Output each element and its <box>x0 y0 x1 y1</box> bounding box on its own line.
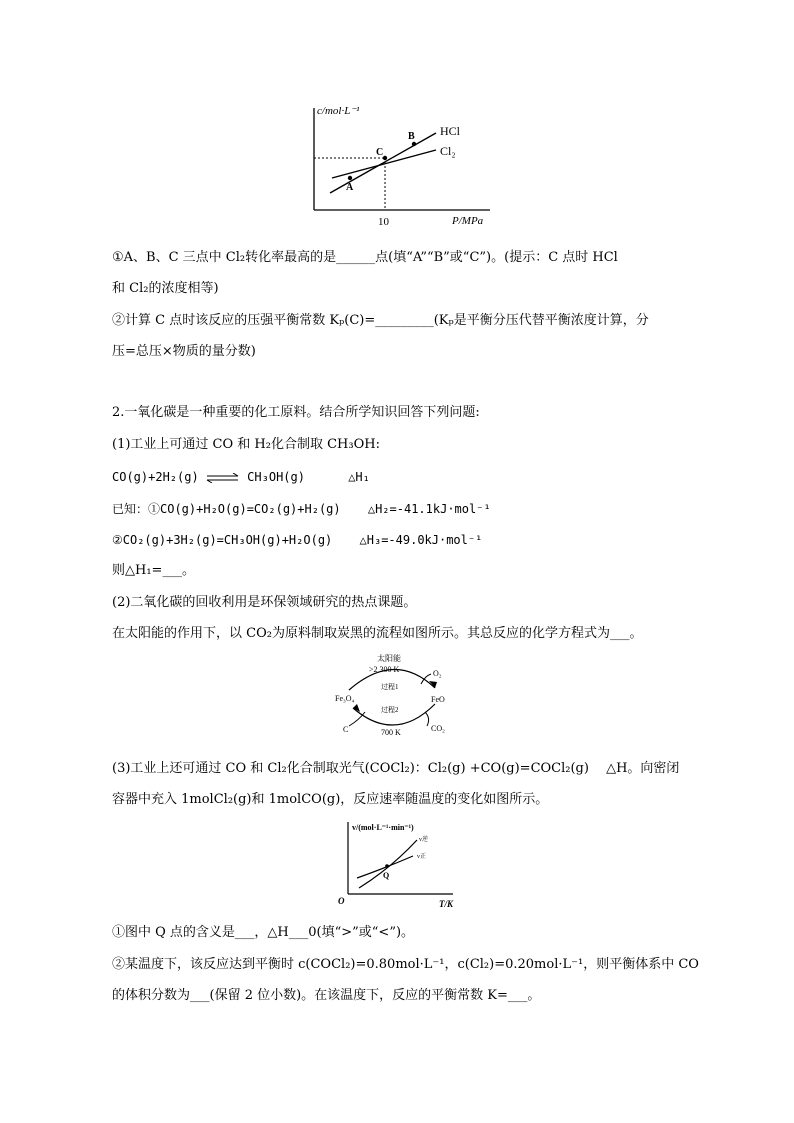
origin-label: O <box>338 896 345 906</box>
q2-part1: (1)工业上可通过 CO 和 H₂化合制取 CH₃OH: <box>112 437 380 452</box>
q1-line2: 和 Cl₂的浓度相等) <box>112 281 219 296</box>
rate-temperature-chart <box>335 818 460 913</box>
y-axis-label: v/(mol·L⁻¹·min⁻¹) <box>352 823 414 832</box>
ask-volume-fraction-a: ②某温度下，该反应达到平衡时 c(COCl₂)=0.80mol·L⁻¹，c(Cl₂)=0.20mol·L⁻¹，则平衡体系中 CO <box>112 957 699 972</box>
known-line1 <box>112 500 491 518</box>
label-sun: 太阳能 <box>377 654 401 663</box>
label-q: Q <box>383 871 390 880</box>
label-b: B <box>408 131 415 142</box>
label-process2: 过程2 <box>381 706 399 714</box>
v-reverse-curve <box>359 840 417 888</box>
equation-line <box>112 468 370 486</box>
known2: ②CO₂(g)+3H₂(g)=CH₃OH(g)+H₂O(g) <box>112 533 333 547</box>
y-axis-label: c/mol·L⁻¹ <box>317 105 360 117</box>
q1-line1: ①A、B、C 三点中 Cl₂转化率最高的是______点(填“A”“B”或“C”)。(提示：C 点时 HCl <box>112 250 618 265</box>
equation-dh: △H₁ <box>348 470 370 484</box>
q2-part2: (2)二氧化碳的回收利用是环保领域研究的热点课题。 <box>112 595 417 610</box>
concentration-pressure-chart <box>300 100 510 230</box>
x-tick-label: 10 <box>378 216 389 228</box>
point-b <box>412 142 416 146</box>
known1-dh: △H₂=-41.1kJ·mol⁻¹ <box>367 502 491 516</box>
q2-part3b: 容器中充入 1molCl₂(g)和 1molCO(g)，反应速率随温度的变化如图所示。 <box>112 792 549 807</box>
equation-right: CH₃OH(g) <box>247 470 305 484</box>
point-a <box>348 176 352 180</box>
ask-q-point: ①图中 Q 点的含义是___，△H___0(填“>”或“<”)。 <box>112 925 415 940</box>
label-a: A <box>346 182 354 193</box>
c-arrow <box>349 712 365 726</box>
legend-cl2: Cl₂ <box>440 144 456 158</box>
solar-cycle-diagram <box>335 652 460 762</box>
x-axis-label: P/MPa <box>452 215 484 227</box>
known2-dh: △H₃=-49.0kJ·mol⁻¹ <box>359 533 483 547</box>
equation-left: CO(g)+2H₂(g) <box>112 470 199 484</box>
legend-hcl: HCl <box>440 124 461 138</box>
q2-title: 2.一氧化碳是一种重要的化工原料。结合所学知识回答下列问题: <box>112 405 480 420</box>
known1: 已知：①CO(g)+H₂O(g)=CO₂(g)+H₂(g) <box>112 502 341 516</box>
cl2-line <box>332 150 436 178</box>
ask-volume-fraction-b: 的体积分数为___(保留 2 位小数)。在该温度下，反应的平衡常数 K=___。 <box>112 988 541 1003</box>
legend-v-reverse: v逆 <box>419 837 429 843</box>
label-bottom-temp: 700 K <box>381 728 401 737</box>
ask-dh1: 则△H₁=___。 <box>112 563 195 578</box>
q2-part2b: 在太阳能的作用下，以 CO₂为原料制取炭黑的流程如图所示。其总反应的化学方程式为___。 <box>112 626 643 641</box>
label-fe3o4: Fe₃O₄ <box>335 694 355 703</box>
label-top-temp: >2 300 K <box>369 665 400 674</box>
x-axis-label: T/K <box>439 899 454 909</box>
label-c: C <box>343 725 349 734</box>
point-q <box>385 864 389 868</box>
equilibrium-arrow <box>206 473 240 483</box>
label-feo: FeO <box>431 695 445 704</box>
point-c <box>383 156 387 160</box>
q2-part3a: (3)工业上还可通过 CO 和 Cl₂化合制取光气(COCl₂)：Cl₂(g) +CO(g)=COCl₂(g) △H。向密闭 <box>112 761 680 776</box>
co2-arrow <box>425 712 429 726</box>
label-o2: O₂ <box>433 669 442 678</box>
label-c: C <box>376 147 384 158</box>
label-co2: CO₂ <box>431 724 445 733</box>
label-process1: 过程1 <box>381 683 399 691</box>
q1-line3: ②计算 C 点时该反应的压强平衡常数 Kₚ(C)=_________(Kₚ是平衡分压代替平衡浓度计算，分 <box>112 313 649 328</box>
q1-line4: 压=总压×物质的量分数) <box>112 344 256 359</box>
known-line2 <box>112 531 482 549</box>
legend-v-forward: v正 <box>417 854 427 860</box>
